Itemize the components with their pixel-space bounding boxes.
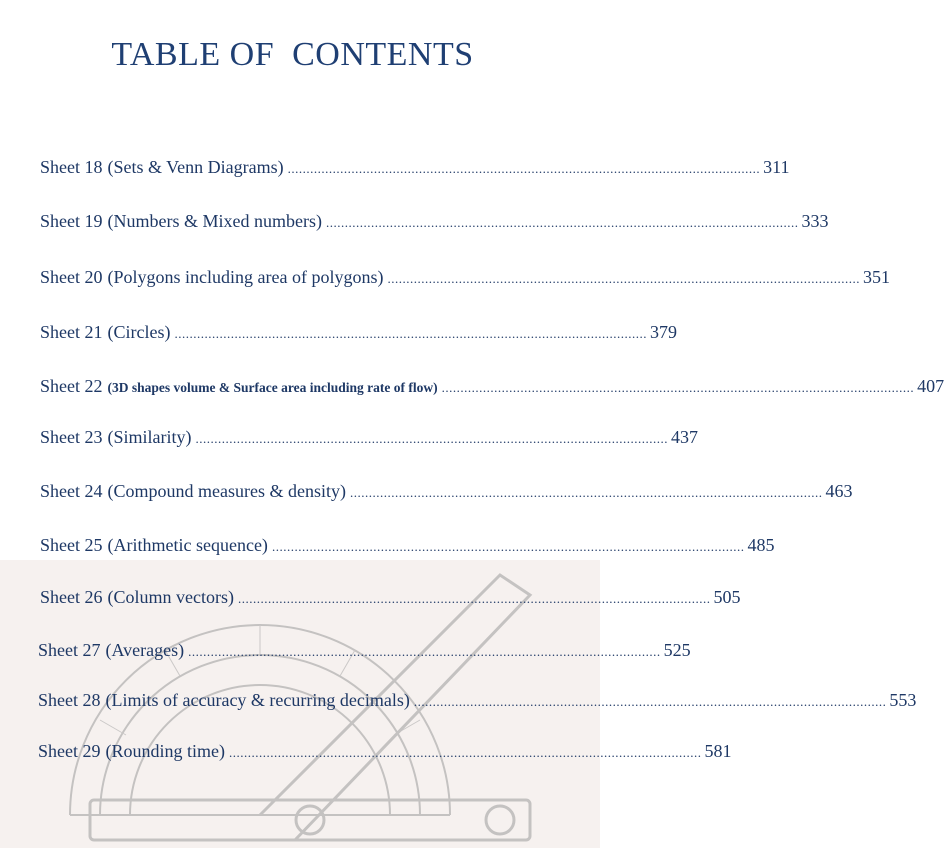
- toc-leader: ..............................................................................................................................: [271, 539, 745, 554]
- toc-sheet: Sheet 26: [40, 587, 103, 607]
- toc-description: (Averages): [105, 640, 185, 660]
- toc-description: (Similarity): [107, 427, 192, 447]
- toc-description: (Rounding time): [105, 741, 225, 761]
- toc-leader: ..............................................................................................................................: [287, 161, 761, 176]
- toc-leader: ..............................................................................................................................: [195, 431, 668, 446]
- toc-page-number: 407: [917, 376, 944, 396]
- toc-description: (Arithmetic sequence): [107, 535, 268, 555]
- toc-sheet: Sheet 24: [40, 481, 103, 501]
- toc-entry[interactable]: [38, 690, 917, 711]
- toc-page-number: 311: [763, 157, 790, 177]
- toc-page-number: 463: [825, 481, 853, 501]
- toc-leader: ..............................................................................................................................: [441, 380, 915, 395]
- toc-page-number: 505: [713, 587, 741, 607]
- toc-entry[interactable]: [40, 267, 890, 288]
- toc-sheet: Sheet 23: [40, 427, 103, 447]
- toc-entry[interactable]: [40, 157, 790, 178]
- toc-entry[interactable]: [40, 481, 853, 502]
- toc-page-number: 437: [671, 427, 698, 447]
- toc-description: (Circles): [107, 322, 171, 342]
- toc-entry[interactable]: [40, 376, 944, 397]
- toc-sheet: Sheet 25: [40, 535, 103, 555]
- toc-sheet: Sheet 29: [38, 741, 101, 761]
- toc-entry[interactable]: [40, 427, 698, 448]
- toc-description: (3D shapes volume & Surface area including rate of flow): [107, 380, 438, 395]
- toc-description: (Numbers & Mixed numbers): [107, 211, 322, 231]
- toc-leader: ..............................................................................................................................: [229, 745, 702, 760]
- toc-description: (Sets & Venn Diagrams): [107, 157, 284, 177]
- toc-sheet: Sheet 19: [40, 211, 103, 231]
- toc-leader: ..............................................................................................................................: [387, 271, 860, 286]
- toc-entry[interactable]: [40, 211, 829, 232]
- toc-leader: ..............................................................................................................................: [349, 485, 823, 500]
- toc-leader: ..............................................................................................................................: [174, 326, 647, 341]
- toc-entry[interactable]: [40, 587, 741, 608]
- toc-description: (Polygons including area of polygons): [107, 267, 384, 287]
- toc-page-number: 333: [801, 211, 829, 231]
- toc-entry[interactable]: [40, 535, 775, 556]
- toc-description: (Column vectors): [107, 587, 234, 607]
- toc-entry[interactable]: [40, 322, 677, 343]
- toc-entry[interactable]: [38, 640, 691, 661]
- toc-sheet: Sheet 20: [40, 267, 103, 287]
- toc-entry[interactable]: [38, 741, 732, 762]
- toc-page-number: 581: [704, 741, 732, 761]
- toc-leader: ..............................................................................................................................: [237, 591, 711, 606]
- toc-sheet: Sheet 27: [38, 640, 101, 660]
- toc-description: (Compound measures & density): [107, 481, 346, 501]
- page-title: TABLE OF CONTENTS: [111, 36, 474, 73]
- toc-sheet: Sheet 22: [40, 376, 103, 396]
- toc-sheet: Sheet 21: [40, 322, 103, 342]
- toc-page-number: 379: [649, 322, 677, 342]
- toc-page-number: 485: [747, 535, 775, 555]
- toc-leader: ..............................................................................................................................: [325, 215, 799, 230]
- toc-sheet: Sheet 28: [38, 690, 101, 710]
- toc-leader: ..............................................................................................................................: [413, 694, 887, 709]
- toc-description: (Limits of accuracy & recurring decimals): [105, 690, 410, 710]
- toc-page-number: 351: [862, 267, 890, 287]
- toc-leader: ..............................................................................................................................: [188, 644, 661, 659]
- toc-sheet: Sheet 18: [40, 157, 103, 177]
- toc-page-number: 553: [889, 690, 917, 710]
- toc-page-number: 525: [663, 640, 691, 660]
